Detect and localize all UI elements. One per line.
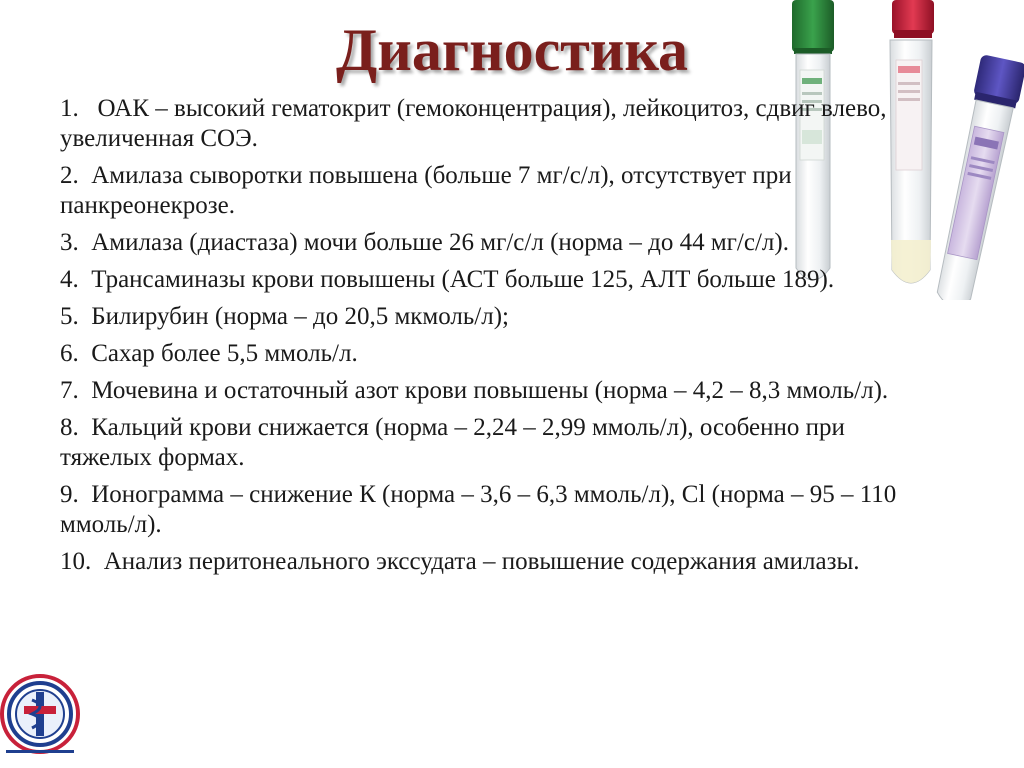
list-item-text: Амилаза (диастаза) мочи больше 26 мг/с/л (норма – до 44 мг/с/л).: [91, 229, 789, 256]
list-item: [60, 339, 940, 369]
list-item-text: Сахар более 5,5 ммоль/л.: [91, 340, 358, 367]
list-item-text: Билирубин (норма – до 20,5 мкмоль/л);: [91, 303, 509, 330]
list-item: [60, 94, 940, 154]
list-item-number: 1.: [60, 95, 79, 122]
list-item-text: Мочевина и остаточный азот крови повышены (норма – 4,2 – 8,3 ммоль/л).: [91, 377, 889, 404]
list-item: [60, 547, 940, 577]
list-item: [60, 161, 940, 221]
diagnostics-list: [60, 94, 940, 584]
list-item-number: 10.: [60, 548, 92, 575]
medical-emblem-logo: [0, 662, 90, 768]
list-item-number: 4.: [60, 266, 79, 293]
list-item: [60, 376, 940, 406]
list-item: [60, 265, 940, 295]
list-item-text: Амилаза сыворотки повышена (больше 7 мг/с/л), отсутствует при панкреонекрозе.: [60, 162, 792, 219]
list-item-number: 2.: [60, 162, 79, 189]
list-item: [60, 480, 940, 540]
list-item-text: ОАК – высокий гематокрит (гемоконцентрация), лейкоцитоз, сдвиг влево, увеличенная СОЭ.: [60, 95, 887, 152]
list-item-number: 5.: [60, 303, 79, 330]
list-item: [60, 302, 940, 332]
slide-title: Диагностика: [335, 17, 688, 83]
list-item-text: Анализ перитонеального экссудата – повышение содержания амилазы.: [103, 548, 860, 575]
list-item-number: 7.: [60, 377, 79, 404]
list-item-text: Ионограмма – снижение К (норма – 3,6 – 6,3 ммоль/л), Cl (норма – 95 – 110 ммоль/л).: [60, 481, 897, 538]
list-item-number: 3.: [60, 229, 79, 256]
list-item-number: 6.: [60, 340, 79, 367]
list-item-text: Трансаминазы крови повышены (АСТ больше 125, АЛТ больше 189).: [91, 266, 835, 293]
list-item: [60, 413, 940, 473]
list-item-number: 9.: [60, 481, 79, 508]
list-item-number: 8.: [60, 414, 79, 441]
list-item: [60, 228, 940, 258]
list-item-text: Кальций крови снижается (норма – 2,24 – 2,99 ммоль/л), особенно при тяжелых формах.: [60, 414, 845, 471]
